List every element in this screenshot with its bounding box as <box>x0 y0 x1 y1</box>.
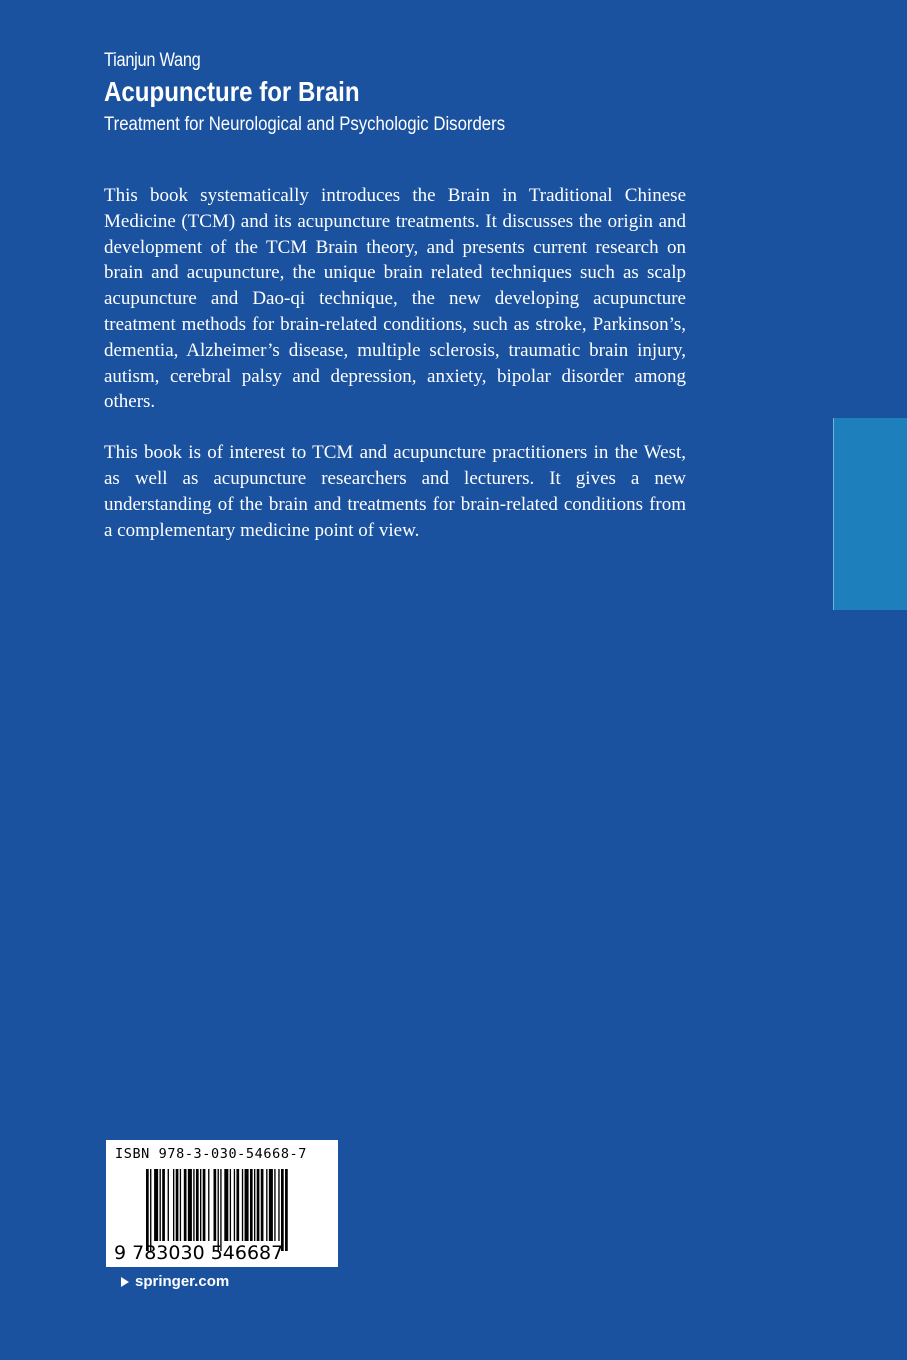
spine-color-tab <box>833 418 907 610</box>
isbn-barcode <box>106 1140 338 1267</box>
barcode-bar <box>160 1169 161 1241</box>
barcode-bar <box>168 1169 169 1241</box>
blurb <box>104 183 686 568</box>
barcode-bar <box>254 1169 255 1241</box>
blurb-paragraph-1: This book systematically introduces the Brain in Traditional Chinese Medicine (TCM) and its acupuncture treatments. It discusses the origin and development of the TCM Brain theory, and presents current research on brain and acupuncture, the unique brain related techniques such as scalp acupuncture and Dao-qi technique, the new developing acupuncture treatment methods for brain-related conditions, such as stroke, Parkinson’s, dementia, Alzheimer’s disease, multiple sclerosis, traumatic brain injury, autism, cerebral palsy and depression, anxiety, bipolar disorder among others. <box>104 185 686 413</box>
arrow-right-icon <box>121 1277 129 1287</box>
barcode-bar <box>266 1169 267 1241</box>
barcode-bar <box>193 1169 194 1241</box>
barcode-bar <box>245 1169 249 1241</box>
barcode-bar <box>269 1169 273 1241</box>
barcode-bar <box>234 1169 235 1241</box>
author-name: Tianjun Wang <box>104 50 201 71</box>
barcode-bar <box>250 1169 253 1241</box>
barcode-bar <box>184 1169 187 1241</box>
book-subtitle: Treatment for Neurological and Psychologic Disorders <box>104 113 506 135</box>
barcode-bar <box>242 1169 243 1241</box>
barcode-bar <box>188 1169 192 1241</box>
barcode-bar <box>214 1169 217 1241</box>
isbn-label: ISBN 978-3-030-54668-7 <box>115 1146 308 1162</box>
barcode-bar <box>220 1169 221 1251</box>
barcode-bar <box>274 1169 275 1241</box>
barcode-bar <box>278 1169 279 1241</box>
barcode-bar <box>203 1169 206 1241</box>
barcode-bar <box>162 1169 165 1241</box>
barcode-bar <box>208 1169 209 1241</box>
barcode-bar <box>236 1169 239 1241</box>
barcode-bar <box>281 1169 284 1251</box>
barcode-bar <box>154 1169 158 1241</box>
barcode-bar <box>261 1169 264 1241</box>
barcode-bar <box>230 1169 231 1241</box>
barcode-bar <box>173 1169 174 1241</box>
book-title: Acupuncture for Brain <box>104 76 360 107</box>
blurb-paragraph-2: This book is of interest to TCM and acupuncture practitioners in the West, as well as acupuncture researchers and lecturers. It gives a new understanding of the brain and treatments for brain-related conditions from a complementary medicine point of view. <box>104 442 686 541</box>
barcode-bar <box>150 1169 151 1251</box>
barcode-bar <box>285 1169 288 1251</box>
barcode-bar <box>200 1169 201 1241</box>
barcode-bar <box>180 1169 181 1241</box>
publisher-url: springer.com <box>135 1273 230 1290</box>
barcode-digits: 9 783030 546687 <box>114 1242 284 1264</box>
barcode-bar <box>257 1169 260 1241</box>
barcode-bar <box>176 1169 179 1241</box>
barcode-bar <box>146 1169 149 1251</box>
barcode-bar <box>224 1169 228 1241</box>
barcode-bar <box>196 1169 199 1241</box>
barcode-bar <box>218 1169 219 1251</box>
